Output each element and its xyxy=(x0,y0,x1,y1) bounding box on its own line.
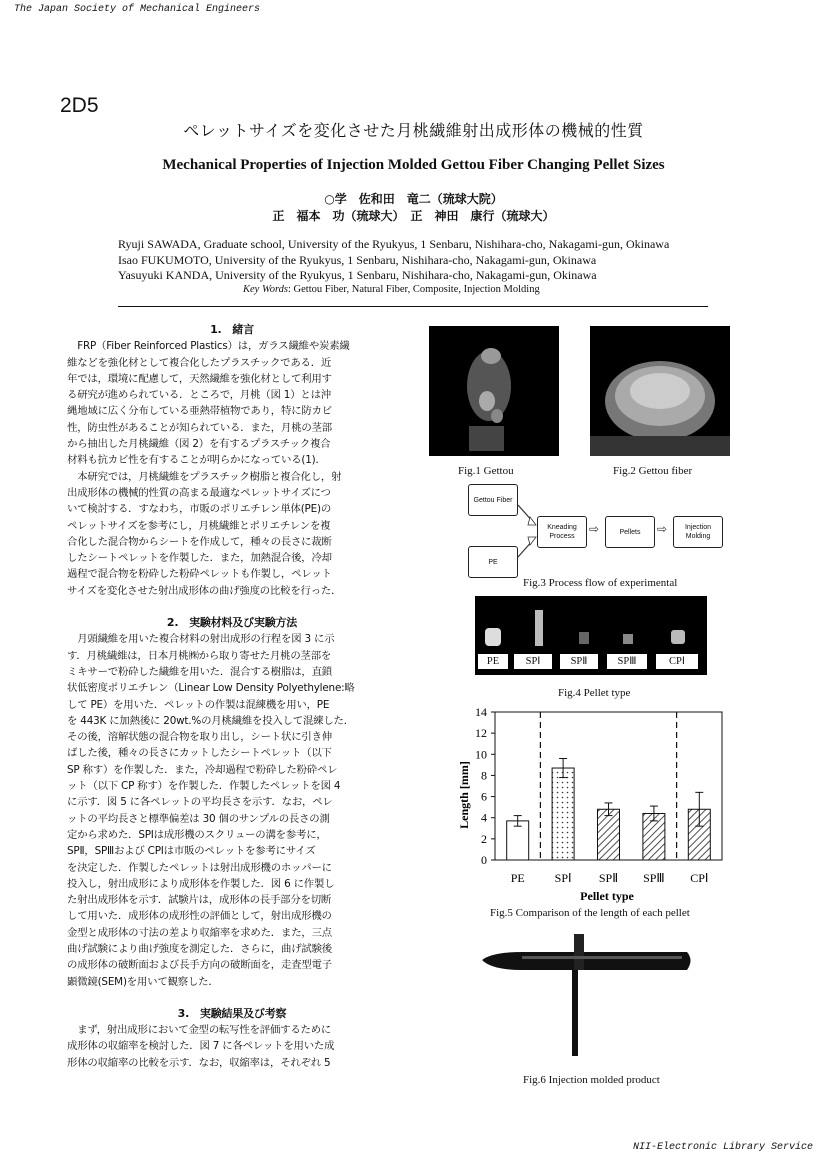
body-text-line: 縄地域に広く分布している亜熱帯植物であり，特に防カビ xyxy=(67,405,332,418)
authors-line-2: 正 福本 功（琉球大） 正 神田 康行（琉球大） xyxy=(272,209,555,223)
gettou-fiber-box: Gettou Fiber xyxy=(468,484,518,516)
body-text-line: 成形体の収縮率を検討した．図 7 に各ペレットを用いた成 xyxy=(67,1040,335,1053)
fig1-caption: Fig.1 Gettou xyxy=(458,465,514,477)
kneading-box: Kneading Process xyxy=(537,516,587,548)
affiliation-3: Yasuyuki KANDA, University of the Ryukyus, 1 Senbaru, Nishihara-cho, Nakagami-gun, Okinawa xyxy=(118,268,597,282)
body-text-line: して PE）を用いた．ペレットの作製は混練機を用い，PE xyxy=(67,698,330,711)
y-tick-label: 14 xyxy=(475,705,487,719)
section-3-body xyxy=(67,1022,397,1071)
authors-line-1: ○学 佐和田 竜二（琉球大院） xyxy=(324,192,503,206)
pellet-label-sp3: SPⅢ xyxy=(606,653,648,670)
body-text-line: の成形体の破断面および長手方向の破断面を，走査型電子 xyxy=(67,959,332,972)
body-text-line: SPⅡ，SPⅢおよび CPⅠは市販のペレットを参考にサイズ xyxy=(67,845,316,858)
body-text-line: 月頭繊維を用いた複合材料の射出成形の行程を図 3 に示 xyxy=(67,633,335,646)
pellet-pe xyxy=(485,628,501,646)
body-text-line: 本研究では，月桃繊維をプラスチック樹脂と複合化し，射 xyxy=(67,470,342,483)
section-1-heading: 1. 緒言 xyxy=(210,323,254,336)
body-text-line: 過程で混合物を粉砕した粉砕ペレットも作製し，ペレット xyxy=(67,568,332,581)
fig2-caption: Fig.2 Gettou fiber xyxy=(613,465,693,477)
x-tick-label: CPⅠ xyxy=(690,871,709,885)
pellet-label-sp1: SPⅠ xyxy=(513,653,553,670)
body-text-line: SP 称す）を作製した．また，冷却過程で粉砕した粉砕ペレ xyxy=(67,763,338,776)
y-tick-label: 6 xyxy=(481,789,487,804)
body-text-line: を 443K に加熱後に 20wt.%の月桃繊維を投入して混練した． xyxy=(67,714,354,727)
body-text-line: た射出成形体を示す．試験片は，成形体の長手部分を切断 xyxy=(67,894,332,907)
y-tick-label: 4 xyxy=(481,810,487,825)
body-text-line: から抽出した月桃繊維（図 2）を有するプラスチック複合 xyxy=(67,438,331,451)
gettou-fiber-image xyxy=(590,326,730,456)
keywords-list: : Gettou Fiber, Natural Fiber, Composite, Injection Molding xyxy=(288,284,540,295)
pellet-length-chart xyxy=(440,700,740,910)
body-text-line: 年では，環境に配慮して，天然繊維を強化材として利用す xyxy=(67,372,332,385)
journal-header: The Japan Society of Mechanical Engineers xyxy=(14,4,261,15)
body-text-line: その後，溶解状態の混合物を取り出し，シート状に引き伸 xyxy=(67,731,332,744)
body-text-line: ミキサーで粉砕した繊維を用いた．混合する樹脂は，直鎖 xyxy=(67,665,332,678)
injection-box: Injection Molding xyxy=(673,516,723,548)
header-divider xyxy=(118,306,708,307)
body-text-line: FRP（Fiber Reinforced Plastics）は，ガラス繊維や炭素繊 xyxy=(67,340,350,353)
body-text-line: 材料も抗カビ性を有することが明らかになっている(1)． xyxy=(67,454,326,467)
section-1-body xyxy=(67,338,397,599)
body-text-line: ット（以下 CP 称す）を作製した．作製したペレットを図 4 xyxy=(67,780,341,793)
pellet-label-sp2: SPⅡ xyxy=(559,653,599,670)
injection-molded-product-image xyxy=(482,930,697,1060)
body-text-line: ットの平均長さと標準偏差は 30 個のサンプルの長さの測 xyxy=(67,812,330,825)
keywords xyxy=(243,284,540,295)
pellet-cp1 xyxy=(671,630,685,644)
title-japanese: ペレットサイズを変化させた月桃繊維射出成形体の機械的性質 xyxy=(183,121,644,140)
body-text-line: ペレットサイズを参考にし，月桃繊維とポリエチレンを複 xyxy=(67,519,331,532)
fig6-caption: Fig.6 Injection molded product xyxy=(523,1074,660,1086)
x-tick-label: SPⅢ xyxy=(643,871,665,885)
pellets-box: Pellets xyxy=(605,516,655,548)
body-text-line: まず，射出成形において金型の転写性を評価するために xyxy=(67,1024,332,1037)
y-tick-label: 0 xyxy=(481,853,487,867)
body-text-line: ばした後，種々の長さにカットしたシートペレット（以下 xyxy=(67,747,332,760)
chart-y-axis-label: Length [mm] xyxy=(457,761,471,829)
section-3-heading: 3. 実験結果及び考察 xyxy=(177,1006,287,1020)
section-2-body xyxy=(67,631,397,990)
arrow-right-icon: ⇨ xyxy=(589,522,600,536)
x-tick-label: SPⅠ xyxy=(554,871,572,885)
body-text-line: して用いた．成形体の成形性の評価として，射出成形機の xyxy=(67,910,332,923)
gettou-plant-photo xyxy=(429,326,559,456)
pellet-sp3 xyxy=(623,634,633,644)
y-tick-label: 2 xyxy=(481,831,487,846)
affiliation-2: Isao FUKUMOTO, University of the Ryukyus, 1 Senbaru, Nishihara-cho, Nakagami-gun, Okinawa xyxy=(118,253,597,267)
left-column xyxy=(67,322,397,1071)
pe-box: PE xyxy=(468,546,518,578)
y-tick-label: 10 xyxy=(475,747,487,762)
body-text-line: 維などを強化材として複合化したプラスチックである．近 xyxy=(67,356,332,369)
body-text-line: る研究が進められている．ところで，月桃（図 1）とは沖 xyxy=(67,389,331,402)
body-text-line: 曲げ試験により曲げ強度を測定した．さらに，曲げ試験後 xyxy=(67,942,332,955)
body-text-line: 金型と成形体の寸法の差より収縮率を求めた．また，三点 xyxy=(67,926,332,939)
flow-merge-arrows xyxy=(516,495,538,567)
pellet-label-cp1: CPⅠ xyxy=(655,653,699,670)
gettou-fiber-photo xyxy=(590,326,730,456)
affiliation-1: Ryuji SAWADA, Graduate school, University of the Ryukyus, 1 Senbaru, Nishihara-cho, Nakagami-gun, Okinawa xyxy=(118,237,670,251)
y-tick-label: 12 xyxy=(475,726,487,741)
gettou-plant-image xyxy=(429,326,559,456)
library-footer: NII-Electronic Library Service xyxy=(632,1142,813,1153)
fig4-caption: Fig.4 Pellet type xyxy=(558,687,631,699)
pellet-sp2 xyxy=(579,632,589,644)
body-text-line: 形体の収縮率の比較を示す．なお，収縮率は，それぞれ 5 xyxy=(67,1056,331,1069)
body-text-line: す．月桃繊維は，日本月桃㈱から取り寄せた月桃の茎部を xyxy=(67,649,332,662)
x-tick-label: PE xyxy=(510,871,525,885)
fig5-caption: Fig.5 Comparison of the length of each pellet xyxy=(490,907,690,919)
body-text-line: 投入し，射出成形により成形体を作製した．図 6 に作製し xyxy=(67,877,335,890)
body-text-line: 合化した混合物からシートを作成して，種々の長さに裁断 xyxy=(67,535,332,548)
bar-1 xyxy=(552,768,574,860)
x-tick-label: SPⅡ xyxy=(598,871,619,885)
pellet-type-photo xyxy=(475,596,707,675)
bar-0 xyxy=(507,821,529,860)
pellet-sp1 xyxy=(535,610,543,646)
body-text-line: 顕微鏡(SEM)を用いて観察した． xyxy=(67,975,219,988)
body-text-line: 出成形体の機械的性質の高まる最適なペレットサイズにつ xyxy=(67,486,331,499)
body-text-line: を決定した．作製したペレットは射出成形機のホッパーに xyxy=(67,861,332,874)
y-tick-label: 8 xyxy=(481,768,487,783)
body-text-line: に示す．図 5 に各ペレットの平均長さを示す．なお，ペレ xyxy=(67,796,333,809)
paper-code: 2D5 xyxy=(60,94,99,117)
section-2-heading: 2. 実験材料及び実験方法 xyxy=(166,616,298,630)
body-text-line: いて検討する．すなわち，市販のポリエチレン単体(PE)の xyxy=(67,503,332,516)
fig3-caption: Fig.3 Process flow of experimental xyxy=(523,577,678,589)
keywords-label: Key Words xyxy=(243,284,289,295)
body-text-line: 定から求めた．SPⅠは成形機のスクリューの溝を参考に， xyxy=(67,828,327,841)
bar-2 xyxy=(598,809,620,860)
body-text-line: サイズを変化させた射出成形体の曲げ強度の比較を行った． xyxy=(67,584,342,597)
body-text-line: 状低密度ポリエチレン（Linear Low Density Polyethylene:略 xyxy=(67,682,355,695)
chart-x-axis-label: Pellet type xyxy=(580,889,634,903)
title-english: Mechanical Properties of Injection Molded Gettou Fiber Changing Pellet Sizes xyxy=(162,157,665,173)
arrow-right-icon: ⇨ xyxy=(657,522,668,536)
pellet-label-pe: PE xyxy=(477,653,509,670)
body-text-line: したシートペレットを作製した．また，加熱混合後，冷却 xyxy=(67,552,332,565)
body-text-line: 性，防虫性があることが知られている．また，月桃の茎部 xyxy=(67,421,332,434)
